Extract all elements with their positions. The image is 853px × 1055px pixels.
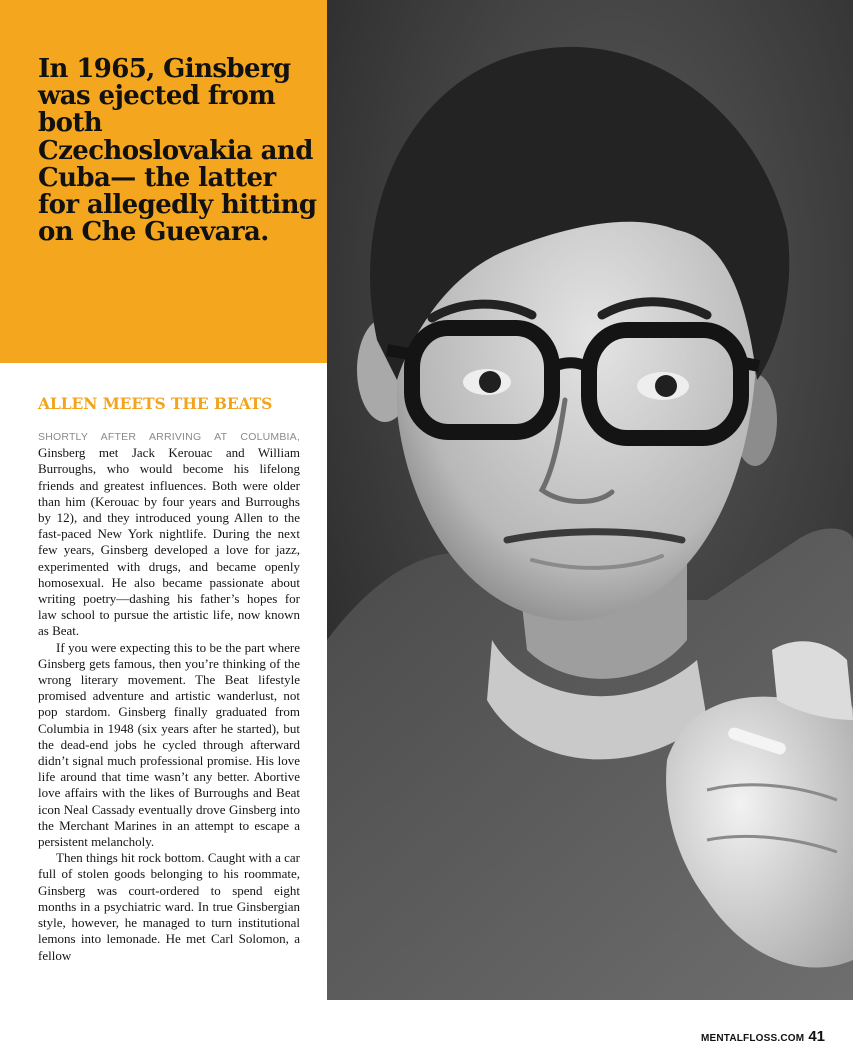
paragraph-3: Then things hit rock bottom. Caught with a car full of stolen goods belonging to his roommate, Ginsberg was court-ordered to spend eight months in a psychiatric ward. In true Ginsbergian style, however, he managed to turn institutional lemons into lemonade. He met Carl Solomon, a fellow [38, 850, 300, 963]
page-number: 41 [808, 1028, 825, 1045]
site-name: MENTALFLOSS.COM [700, 1033, 805, 1044]
section-heading: ALLEN MEETS THE BEATS [38, 394, 273, 413]
page-footer [701, 1028, 825, 1046]
pullquote-box [0, 0, 327, 363]
paragraph-1-text: Ginsberg met Jack Kerouac and William Burroughs, who would become his lifelong friends and greatest influences. Both were older than him (Kerouac by four years and Burroughs by 12), and they introduced young Allen to the fast-paced New York nightlife. During the next few years, Ginsberg developed a love for jazz, experimented with drugs, and became openly homosexual. He also became passionate about writing poetry—dashing his father’s hopes for law school to pursue the artistic life, now known as Beat. [38, 445, 300, 639]
paragraph-1 [38, 428, 300, 640]
pullquote: In 1965, Ginsberg was ejected from both Czechoslovakia and Cuba— the latter for allegedly hitting on Che Guevara. [38, 54, 317, 248]
article-body [38, 428, 300, 964]
lead-in: SHORTLY AFTER ARRIVING AT COLUMBIA, [38, 431, 300, 443]
article-column [38, 390, 300, 964]
paragraph-2: If you were expecting this to be the part where Ginsberg gets famous, then you’re thinking of the wrong literary movement. The Beat lifestyle promised adventure and artistic wanderlust, not pop stardom. Ginsberg finally graduated from Columbia in 1948 (six years after he started), but the dead-end jobs he cycled through afterward didn’t signal much professional promise. His love life around that time wasn’t any better. Abortive love affairs with the likes of Burroughs and Beat icon Neal Cassady eventually drove Ginsberg into the Merchant Marines in an attempt to escape a persistent melancholy. [38, 639, 300, 850]
portrait-photo [327, 0, 853, 1000]
